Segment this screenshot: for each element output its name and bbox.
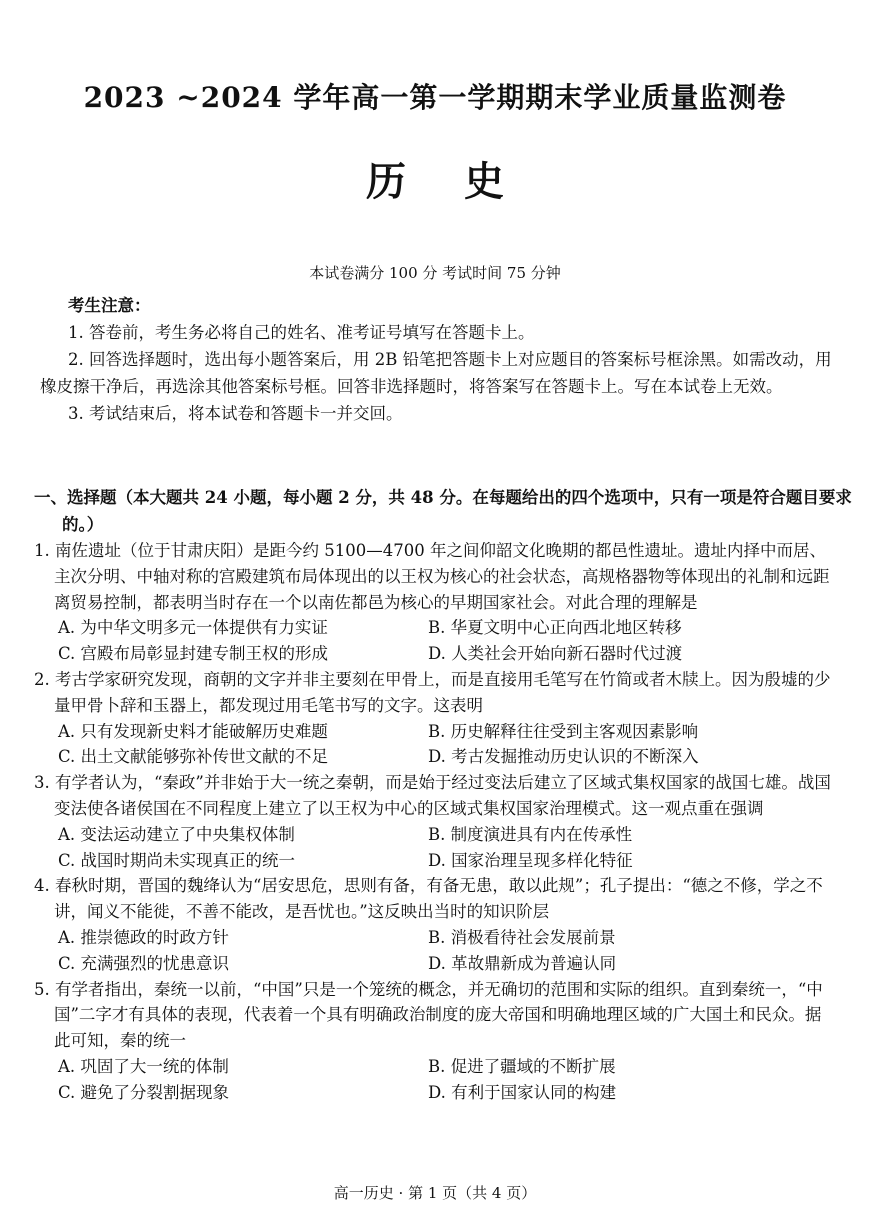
question-2 — [34, 667, 834, 770]
option-a: A. 变法运动建立了中央集权体制 — [58, 824, 295, 844]
option-grid — [34, 822, 834, 874]
option-c: C. 战国时期尚未实现真正的统一 — [58, 850, 296, 870]
option-grid — [34, 719, 834, 771]
option-c: C. 充满强烈的忧患意识 — [58, 953, 230, 973]
question-stem: 4. 春秋时期，晋国的魏绛认为“居安思危，思则有备，有备无患，敢以此规”；孔子提出：“德之不修，学之不讲，闻义不能徙，不善不能改，是吾忧也。”这反映出当时的知识阶层 — [34, 876, 823, 922]
exam-title: 2023 ~2024 学年高一第一学期期末学业质量监测卷 — [83, 81, 787, 114]
option-b: B. 历史解释往往受到主客观因素影响 — [428, 721, 699, 741]
exam-info: 本试卷满分 100 分 考试时间 75 分钟 — [309, 264, 561, 282]
question-list — [34, 538, 834, 1106]
question-4 — [34, 873, 834, 976]
option-b: B. 华夏文明中心正向西北地区转移 — [428, 618, 682, 638]
question-stem: 3. 有学者认为，“秦政”并非始于大一统之秦朝，而是始于经过变法后建立了区域式集权国家的战国七雄。战国变法使各诸侯国在不同程度上建立了以王权为中心的区域式集权国家治理模式。这一观点重在强调 — [34, 773, 831, 818]
option-d: D. 人类社会开始向新石器时代过渡 — [428, 644, 683, 664]
question-stem: 5. 有学者指出，秦统一以前，“中国”只是一个笼统的概念，并无确切的范围和实际的组织。直到秦统一，“中国”二字才有具体的表现，代表着一个具有明确政治制度的庞大帝国和明确地理区域的广大国土和民众。据此可知，秦的统一 — [34, 979, 823, 1051]
option-c: C. 出土文献能够弥补传世文献的不足 — [58, 747, 329, 767]
option-d: D. 革故鼎新成为普遍认同 — [428, 953, 617, 973]
option-a: A. 巩固了大一统的体制 — [58, 1056, 229, 1076]
notice-heading: 考生注意： — [68, 296, 151, 315]
option-d: D. 国家治理呈现多样化特征 — [428, 850, 633, 870]
option-b: B. 制度演进具有内在传承性 — [428, 824, 633, 844]
option-a: A. 推崇德政的时政方针 — [58, 927, 229, 947]
option-a: A. 只有发现新史料才能破解历史难题 — [58, 721, 328, 741]
notice-item-2: 2. 回答选择题时，选出每小题答案后，用 2B 铅笔把答题卡上对应题目的答案标号框涂黑。如需改动，用橡皮擦干净后，再选涂其他答案标号框。回答非选择题时，将答案写在答题卡上。写在本试卷上无效。 — [40, 350, 832, 396]
option-c: C. 宫殿布局彰显封建专制王权的形成 — [58, 644, 329, 664]
question-stem: 1. 南佐遗址（位于甘肃庆阳）是距今约 5100—4700 年之间仰韶文化晚期的都邑性遗址。遗址内择中而居、主次分明、中轴对称的宫殿建筑布局体现出的以王权为核心的社会状态，高规格器物等体现出的礼制和远距离贸易控制，都表明当时存在一个以南佐都邑为核心的早期国家社会。对此合理的理解是 — [34, 541, 830, 612]
question-stem: 2. 考古学家研究发现，商朝的文字并非主要刻在甲骨上，而是直接用毛笔写在竹简或者木牍上。因为殷墟的少量甲骨卜辞和玉器上，都发现过用毛笔书写的文字。这表明 — [34, 669, 831, 715]
option-grid — [34, 615, 834, 667]
question-5 — [34, 977, 834, 1106]
question-1 — [34, 538, 834, 667]
candidate-notice — [40, 292, 840, 427]
option-d: D. 有利于国家认同的构建 — [428, 1082, 617, 1102]
option-d: D. 考古发掘推动历史认识的不断深入 — [428, 747, 699, 767]
notice-item-3: 3. 考试结束后，将本试卷和答题卡一并交回。 — [68, 404, 403, 423]
subject-title: 历史 — [366, 158, 562, 205]
notice-item-1: 1. 答卷前，考生务必将自己的姓名、准考证号填写在答题卡上。 — [68, 323, 535, 342]
option-b: B. 消极看待社会发展前景 — [428, 927, 616, 947]
section-heading: 一、选择题（本大题共 24 小题，每小题 2 分，共 48 分。在每题给出的四个选项中，只有一项是符合题目要求的。） — [34, 488, 852, 534]
option-b: B. 促进了疆域的不断扩展 — [428, 1056, 616, 1076]
option-grid — [34, 1054, 834, 1106]
page-footer: 高一历史 · 第 1 页（共 4 页） — [333, 1184, 537, 1202]
option-grid — [34, 925, 834, 977]
option-a: A. 为中华文明多元一体提供有力实证 — [58, 618, 328, 638]
option-c: C. 避免了分裂割据现象 — [58, 1082, 230, 1102]
question-3 — [34, 770, 834, 873]
